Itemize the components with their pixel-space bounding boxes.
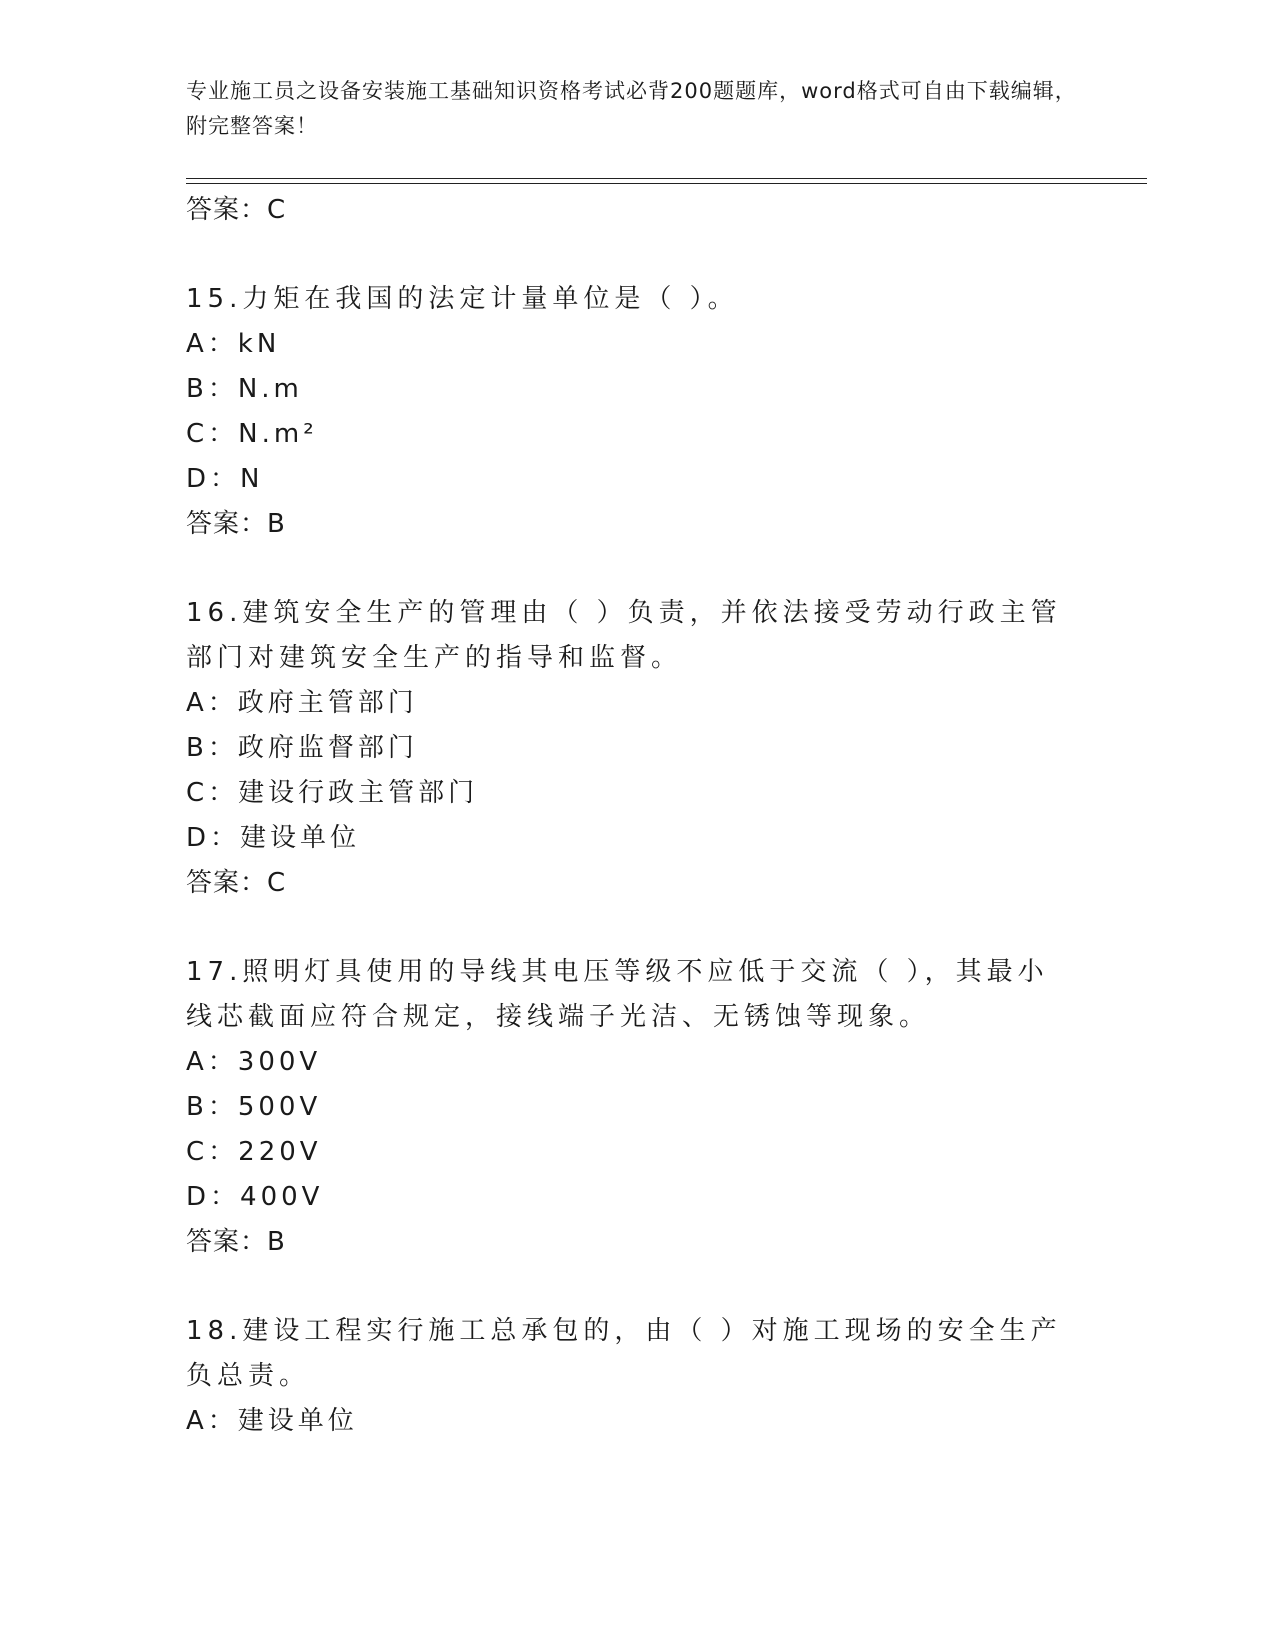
option-d: D：400V [186,1182,324,1212]
answer-line: 答案：B [186,1227,286,1257]
option-b: B：政府监督部门 [186,733,418,763]
question-15 [186,277,1066,546]
document-header: 专业施工员之设备安装施工基础知识资格考试必背200题题库，word格式可自由下载编辑，附完整答案！ [186,79,1077,138]
header-divider-second [186,183,1147,184]
option-c: C：220V [186,1137,322,1167]
question-16 [186,591,1066,905]
header-divider [186,178,1147,179]
option-d: D：建设单位 [186,823,361,853]
option-c: C：N.m² [186,419,318,449]
question-18 [186,1309,1066,1444]
question-text: 17.照明灯具使用的导线其电压等级不应低于交流（ ），其最小线芯截面应符合规定，接线端子光洁、无锈蚀等现象。 [186,957,1049,1032]
answer-line: 答案：B [186,509,286,539]
answer-line: 答案：C [186,868,287,898]
option-c: C：建设行政主管部门 [186,778,479,808]
question-text: 18.建设工程实行施工总承包的，由（ ）对施工现场的安全生产负总责。 [186,1316,1062,1391]
option-a: A：政府主管部门 [186,688,418,718]
option-a: A：建设单位 [186,1406,358,1436]
option-b: B：N.m [186,374,303,404]
option-d: D：N [186,464,264,494]
option-b: B：500V [186,1092,322,1122]
question-text: 16.建筑安全生产的管理由（ ）负责，并依法接受劳动行政主管部门对建筑安全生产的指导和监督。 [186,598,1062,673]
option-a: A：300V [186,1047,322,1077]
question-17 [186,950,1066,1264]
answer-line: 答案：C [186,195,287,225]
document-body [186,188,1066,1444]
option-a: A：kN [186,329,281,359]
question-text: 15.力矩在我国的法定计量单位是（ ）。 [186,284,739,314]
